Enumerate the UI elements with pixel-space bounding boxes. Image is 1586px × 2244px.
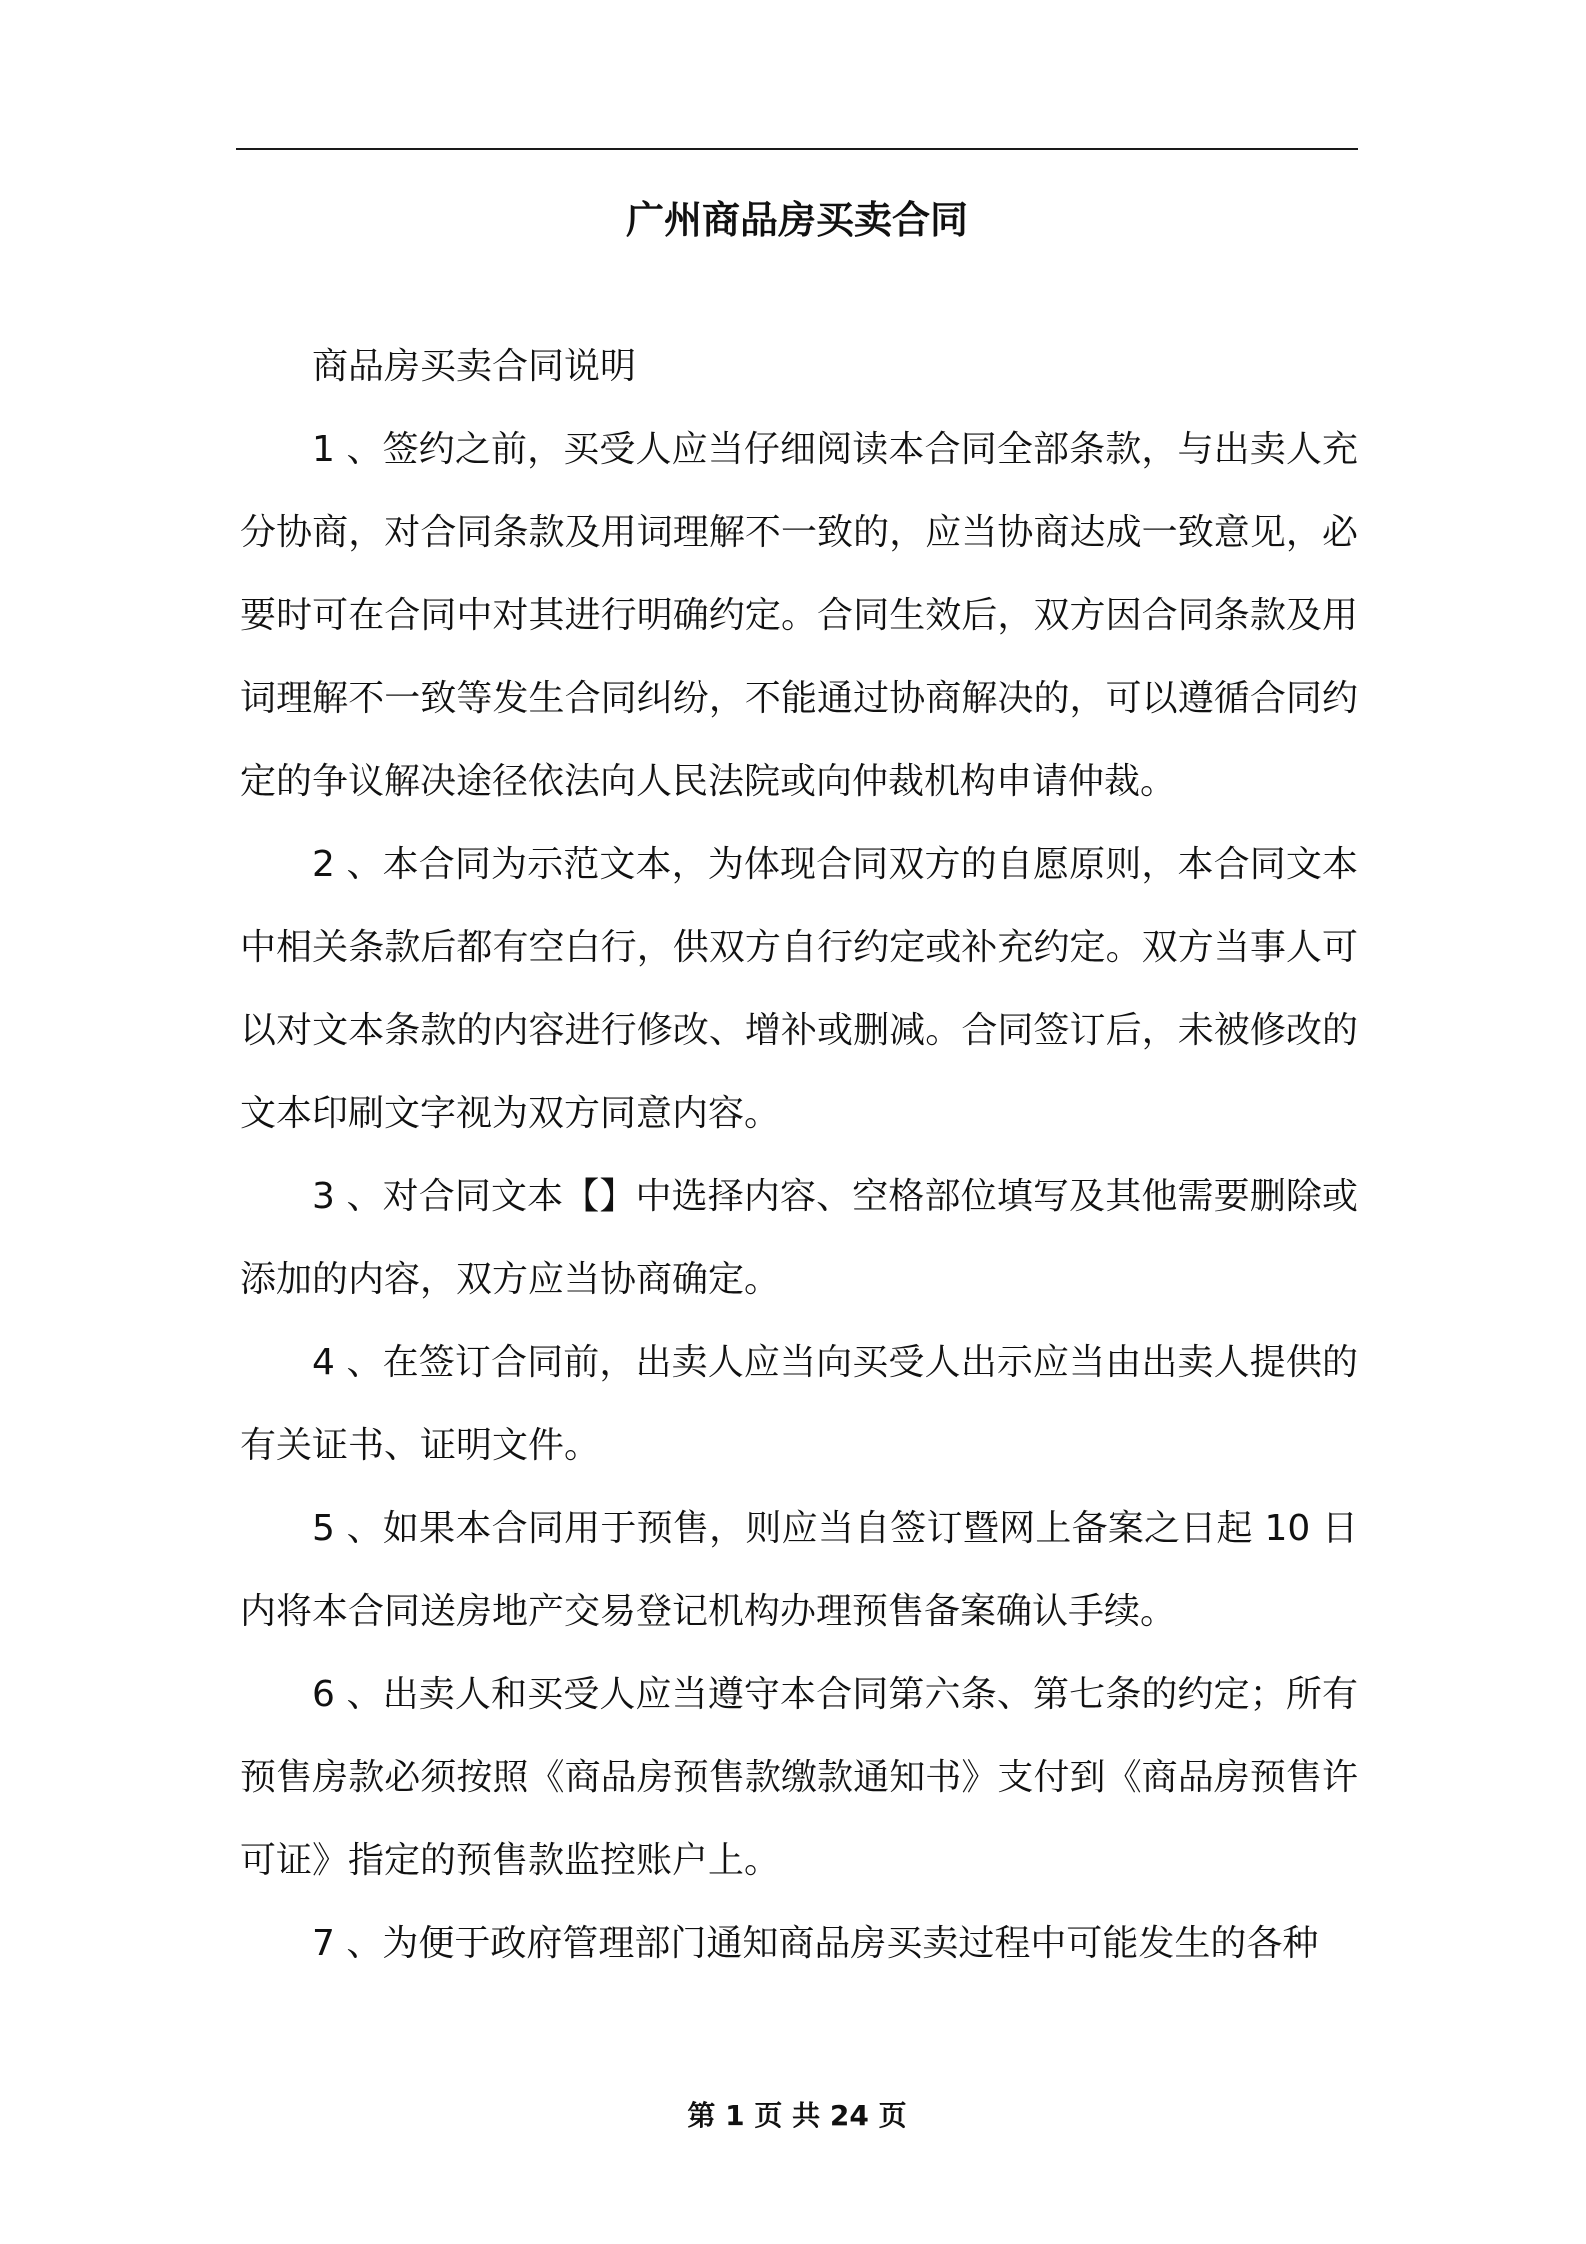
paragraph-1: 1 、签约之前，买受人应当仔细阅读本合同全部条款，与出卖人充分协商，对合同条款及用词理解不一致的，应当协商达成一致意见，必要时可在合同中对其进行明确约定。合同生效后，双方因合同条款及用词理解不一致等发生合同纠纷，不能通过协商解决的，可以遵循合同约定的争议解决途径依法向人民法院或向仲裁机构申请仲裁。 [240,429,1358,802]
total-pages: 24 [829,2099,869,2132]
page-number: 1 [725,2099,745,2132]
document-title: 广州商品房买卖合同 [625,198,968,242]
page-footer [236,2098,1358,2134]
paragraph-7: 7 、为便于政府管理部门通知商品房买卖过程中可能发生的各种 [312,1923,1319,1964]
footer-middle: 页 共 [754,2099,821,2132]
section-heading: 商品房买卖合同说明 [312,346,637,387]
footer-suffix: 页 [878,2099,907,2132]
footer-prefix: 第 [687,2099,716,2132]
paragraph-4: 4 、在签订合同前，出卖人应当向买受人出示应当由出卖人提供的有关证书、证明文件。 [240,1342,1358,1466]
paragraph-2: 2 、本合同为示范文本，为体现合同双方的自愿原则，本合同文本中相关条款后都有空白行，供双方自行约定或补充约定。双方当事人可以对文本条款的内容进行修改、增补或删减。合同签订后，未被修改的文本印刷文字视为双方同意内容。 [240,844,1358,1134]
paragraph-3: 3 、对合同文本【】中选择内容、空格部位填写及其他需要删除或添加的内容，双方应当协商确定。 [240,1176,1358,1300]
paragraph-6: 6 、出卖人和买受人应当遵守本合同第六条、第七条的约定；所有预售房款必须按照《商品房预售款缴款通知书》支付到《商品房预售许可证》指定的预售款监控账户上。 [240,1674,1358,1881]
paragraph-5: 5 、如果本合同用于预售，则应当自签订暨网上备案之日起 10 日内将本合同送房地产交易登记机构办理预售备案确认手续。 [240,1508,1358,1632]
document-body [240,325,1358,1985]
header-rule [236,148,1358,150]
